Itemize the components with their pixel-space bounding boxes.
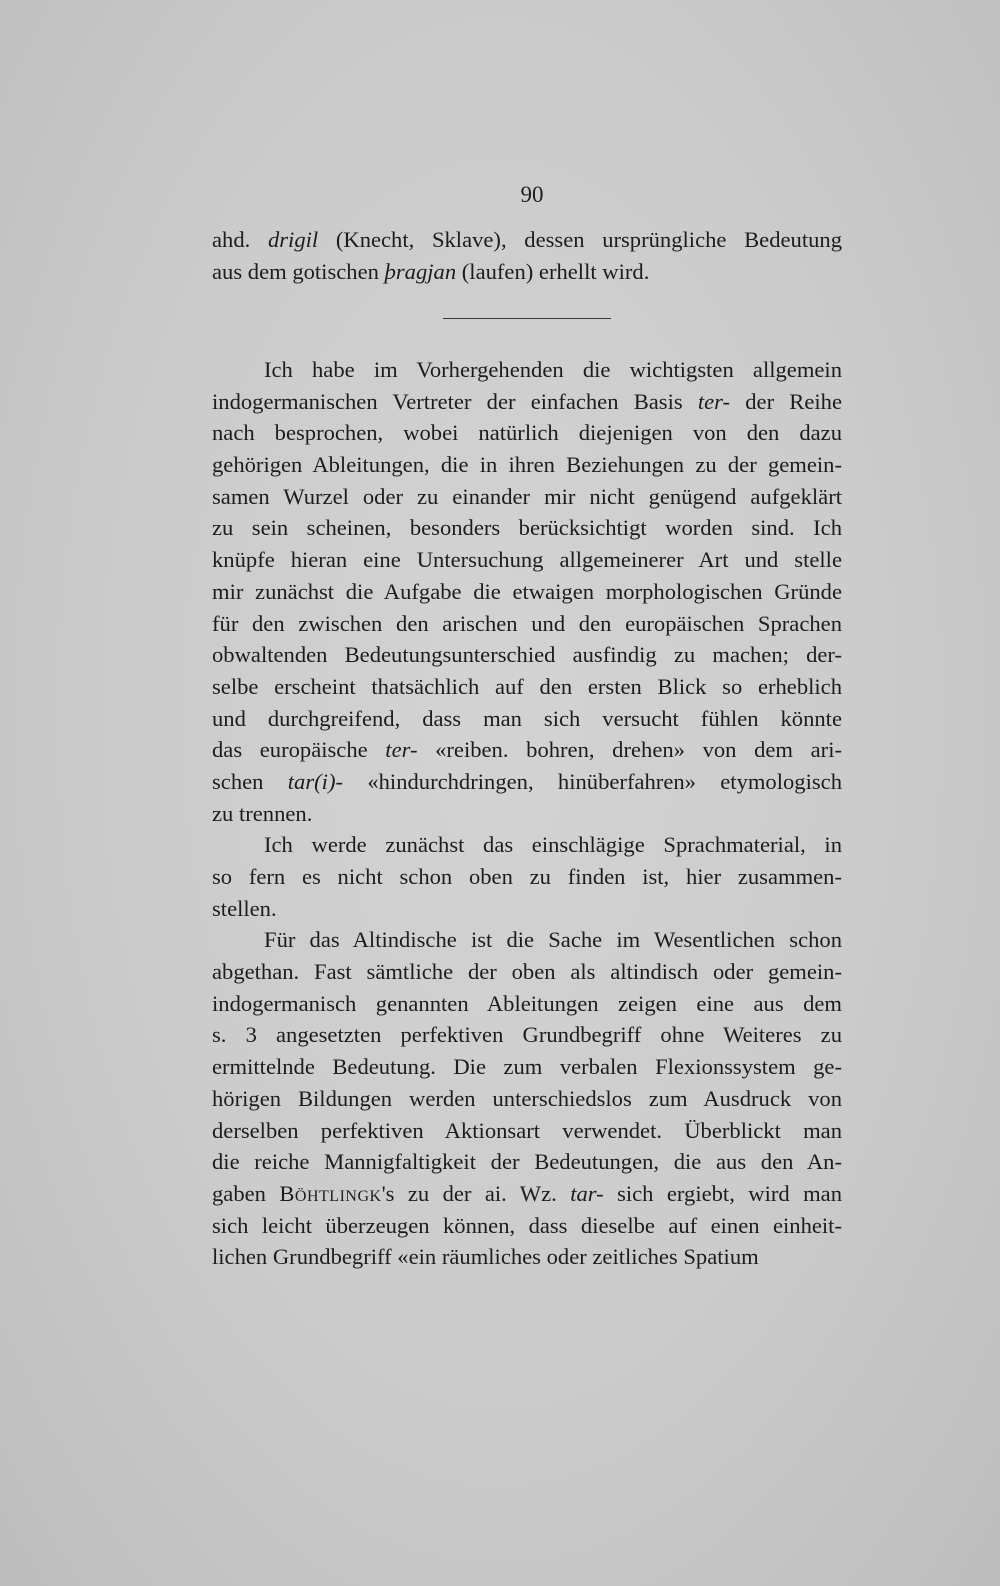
text-run: ermittelnde Bedeutung. Die zum verbalen Flexionssystem ge-: [212, 1054, 842, 1080]
text-run: für den zwischen den arischen und den europäischen Sprachen: [212, 610, 842, 636]
text-run: samen Wurzel oder zu einander mir nicht genügend aufgeklärt: [212, 483, 842, 509]
italic-term: tar-: [570, 1180, 604, 1206]
text-run: stellen.: [212, 895, 277, 921]
text-line: [212, 544, 842, 576]
text-line: [212, 639, 842, 671]
italic-term: drigil: [267, 227, 319, 252]
text-run: obwaltenden Bedeutungsunterschied ausfindig zu machen; der-: [212, 642, 842, 668]
text-run: derselben perfektiven Aktionsart verwendet. Überblickt man: [212, 1117, 842, 1143]
text-run: so fern es nicht schon oben zu finden ist, hier zusammen-: [212, 864, 842, 889]
text-run: sich ergiebt, wird man: [603, 1180, 842, 1206]
text-line: [212, 671, 842, 703]
text-run: nach besprochen, wobei natürlich diejenigen von den dazu: [212, 420, 842, 446]
section-divider: [443, 318, 611, 319]
text-line: [212, 1019, 842, 1051]
text-line: [212, 1115, 842, 1147]
text-line: [212, 512, 842, 544]
text-run: und durchgreifend, dass man sich versucht fühlen könnte: [212, 705, 842, 731]
text-line: [212, 924, 842, 956]
text-run: abgethan. Fast sämtliche der oben als altindisch oder gemein-: [212, 959, 842, 985]
text-run: aus dem gotischen: [212, 258, 385, 284]
text-line: [212, 1083, 842, 1115]
text-line: [212, 1210, 842, 1242]
text-run: zu trennen.: [212, 800, 313, 826]
text-run: gehörigen Ableitungen, die in ihren Beziehungen zu der gemein-: [212, 452, 842, 478]
text-run: sich leicht überzeugen können, dass dieselbe auf einen einheit-: [212, 1212, 842, 1238]
text-run: der Reihe: [730, 388, 842, 414]
italic-term: þragjan: [384, 258, 457, 284]
text-line: [212, 481, 842, 513]
main-text: [212, 354, 842, 1273]
text-run: knüpfe hieran eine Untersuchung allgemeinerer Art und stelle: [212, 547, 842, 573]
text-run: (Knecht, Sklave), dessen ursprüngliche Bedeutung: [318, 227, 842, 252]
text-run: (laufen) erhellt wird.: [456, 258, 650, 284]
italic-term: tar(i)-: [287, 768, 343, 794]
text-line: [212, 1146, 842, 1178]
text-line: [212, 224, 842, 256]
text-line: [212, 798, 842, 830]
text-line: [212, 256, 842, 288]
text-line: [212, 988, 842, 1020]
text-line: [212, 1051, 842, 1083]
text-run: das europäische: [212, 737, 386, 763]
text-line: [212, 576, 842, 608]
text-run: indogermanischen Vertreter der einfachen Basis: [212, 388, 698, 414]
text-line: [212, 893, 842, 925]
text-run: «hindurchdringen, hinüberfahren» etymologisch: [343, 768, 842, 794]
text-line: [212, 608, 842, 640]
author-name: Böhtlingk: [279, 1180, 382, 1206]
text-line: [212, 449, 842, 481]
text-run: 's zu der ai. Wz.: [381, 1180, 571, 1206]
text-run: lichen Grundbegriff «ein räumliches oder zeitliches Spatium: [212, 1244, 759, 1270]
text-run: mir zunächst die Aufgabe die etwaigen morphologischen Gründe: [212, 578, 842, 604]
text-line: [212, 829, 842, 861]
text-run: gaben: [212, 1180, 280, 1206]
text-run: hörigen Bildungen werden unterschiedslos zum Ausdruck von: [212, 1085, 842, 1111]
text-line: [212, 354, 842, 386]
text-run: Ich habe im Vorhergehenden die wichtigsten allgemein: [264, 357, 842, 382]
text-run: Ich werde zunächst das einschlägige Sprachmaterial, in: [264, 832, 842, 858]
text-run: Für das Altindische ist die Sache im Wesentlichen schon: [264, 927, 842, 953]
text-line: [212, 766, 842, 798]
text-line: [212, 956, 842, 988]
text-run: die reiche Mannigfaltigkeit der Bedeutungen, die aus den An-: [212, 1149, 842, 1175]
text-run: s. 3 angesetzten perfektiven Grundbegriff ohne Weiteres zu: [212, 1022, 842, 1048]
text-run: «reiben. bohren, drehen» von dem ari-: [417, 737, 842, 763]
text-run: schen: [212, 768, 288, 794]
text-run: selbe erscheint thatsächlich auf den ersten Blick so erheblich: [212, 673, 842, 699]
italic-term: ter-: [697, 388, 731, 414]
text-run: indogermanisch genannten Ableitungen zeigen eine aus dem: [212, 990, 842, 1016]
text-line: [212, 417, 842, 449]
text-line: [212, 734, 842, 766]
text-line: [212, 1241, 842, 1273]
text-line: [212, 861, 842, 893]
paragraph-continuation: [212, 224, 842, 287]
text-run: zu sein scheinen, besonders berücksichtigt worden sind. Ich: [212, 515, 842, 541]
text-line: [212, 386, 842, 418]
text-line: [212, 703, 842, 735]
page-number: 90: [520, 182, 544, 207]
text-run: ahd.: [212, 227, 268, 252]
italic-term: ter-: [385, 737, 418, 763]
text-line: [212, 1178, 842, 1210]
